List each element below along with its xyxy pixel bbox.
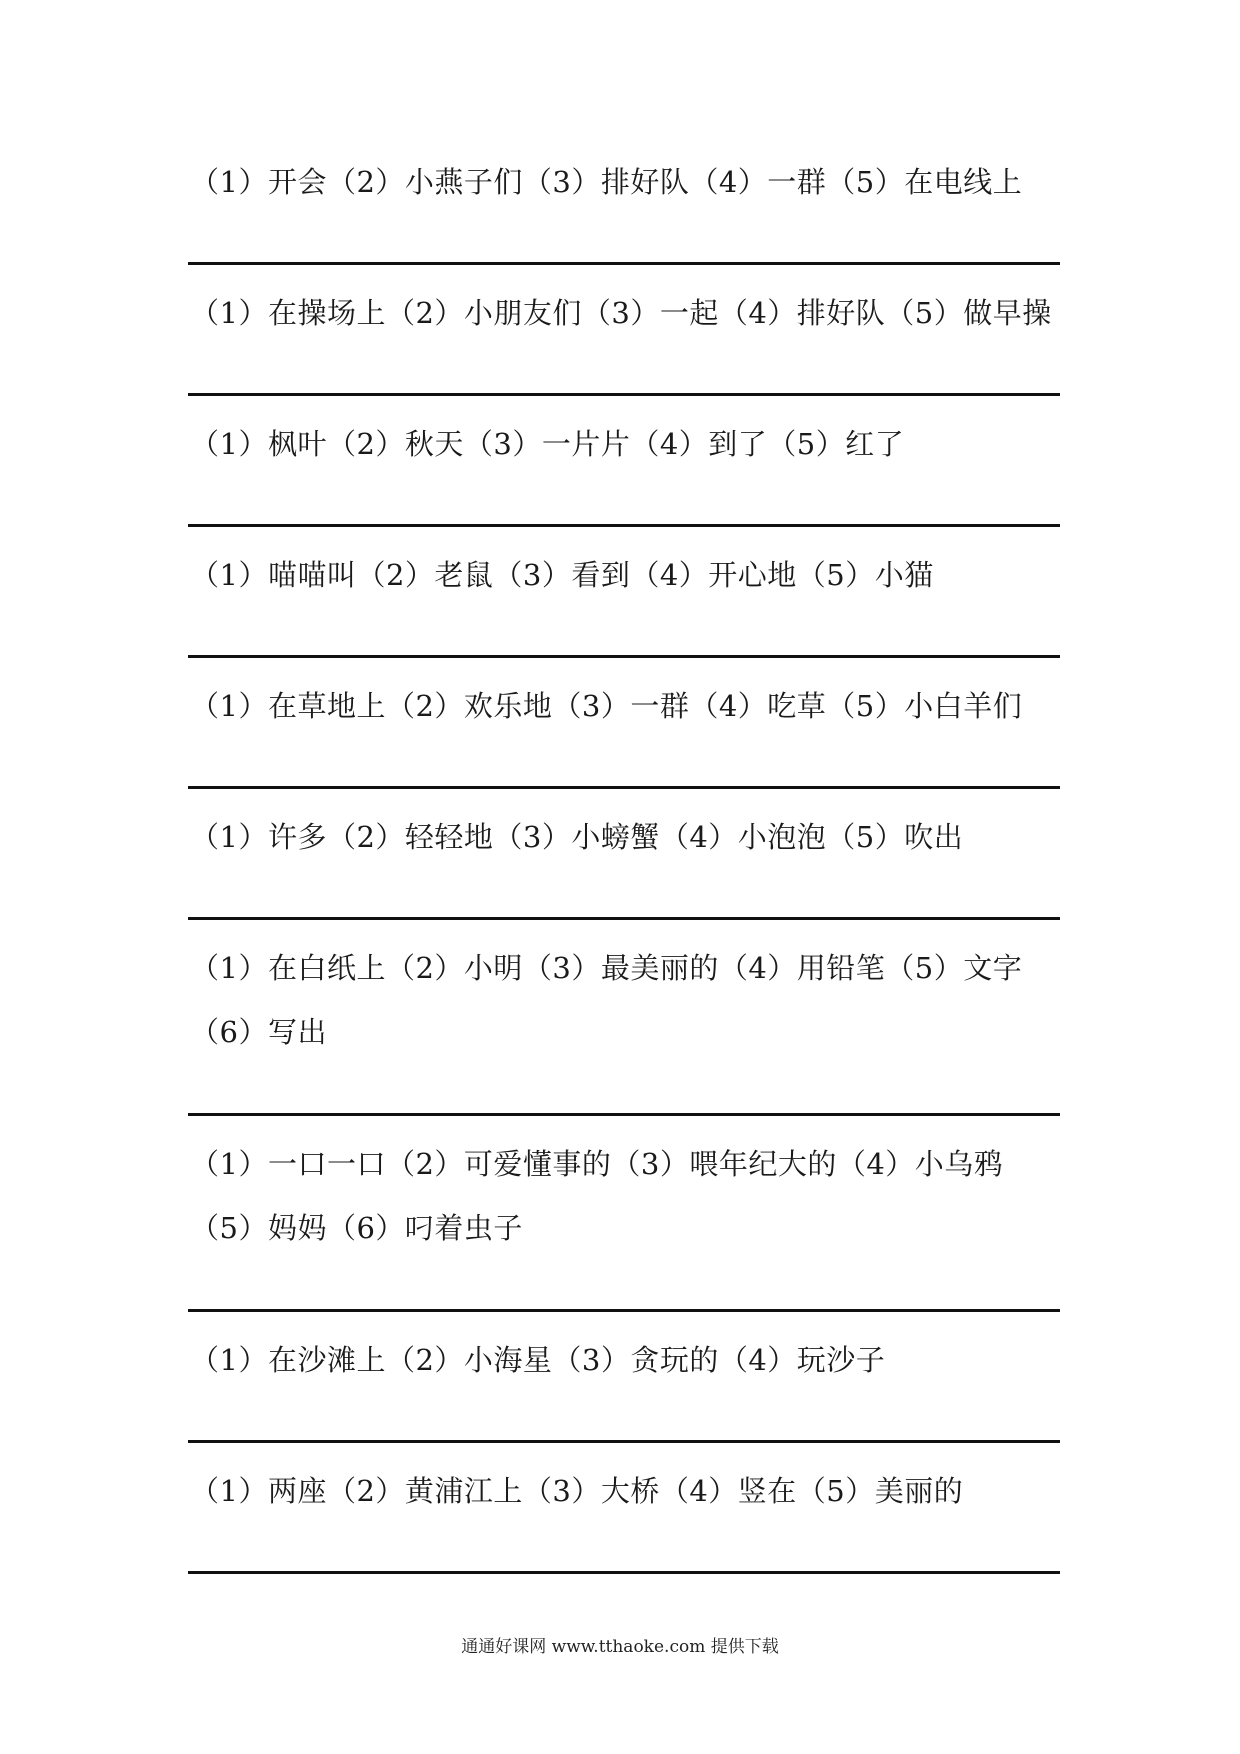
item-text-5: （1）在草地上（2）欢乐地（3）一群（4）吃草（5）小白羊们 [190, 689, 1023, 723]
item-text-1: （1）开会（2）小燕子们（3）排好队（4）一群（5）在电线上 [190, 165, 1023, 199]
item-text-4: （1）喵喵叫（2）老鼠（3）看到（4）开心地（5）小猫 [190, 558, 934, 592]
list-item [190, 1132, 1060, 1260]
answer-line-8 [188, 1309, 1060, 1312]
item-text-2: （1）在操场上（2）小朋友们（3）一起（4）排好队（5）做早操 [190, 296, 1052, 330]
item-text-3: （1）枫叶（2）秋天（3）一片片（4）到了（5）红了 [190, 427, 905, 461]
list-item [190, 412, 1060, 476]
answer-line-3 [188, 524, 1060, 527]
item-text-8: （1）一口一口（2）可爱懂事的（3）喂年纪大的（4）小乌鸦（5）妈妈（6）叼着虫子 [190, 1147, 1004, 1245]
list-item [190, 281, 1060, 345]
list-item [190, 805, 1060, 869]
answer-line-6 [188, 917, 1060, 920]
item-text-6: （1）许多（2）轻轻地（3）小螃蟹（4）小泡泡（5）吹出 [190, 820, 964, 854]
answer-line-9 [188, 1440, 1060, 1443]
list-item [190, 150, 1060, 214]
answer-line-2 [188, 393, 1060, 396]
item-text-9: （1）在沙滩上（2）小海星（3）贪玩的（4）玩沙子 [190, 1343, 886, 1377]
answer-line-7 [188, 1113, 1060, 1116]
list-item [190, 1459, 1060, 1523]
answer-line-1 [188, 262, 1060, 265]
list-item [190, 936, 1060, 1064]
page-footer: 通通好课网 www.tthaoke.com 提供下载 [461, 1637, 779, 1657]
list-item [190, 1328, 1060, 1392]
answer-line-10 [188, 1571, 1060, 1574]
answer-line-4 [188, 655, 1060, 658]
list-item [190, 543, 1060, 607]
list-item [190, 674, 1060, 738]
item-text-10: （1）两座（2）黄浦江上（3）大桥（4）竖在（5）美丽的 [190, 1474, 964, 1508]
item-text-7: （1）在白纸上（2）小明（3）最美丽的（4）用铅笔（5）文字（6）写出 [190, 951, 1023, 1049]
answer-line-5 [188, 786, 1060, 789]
